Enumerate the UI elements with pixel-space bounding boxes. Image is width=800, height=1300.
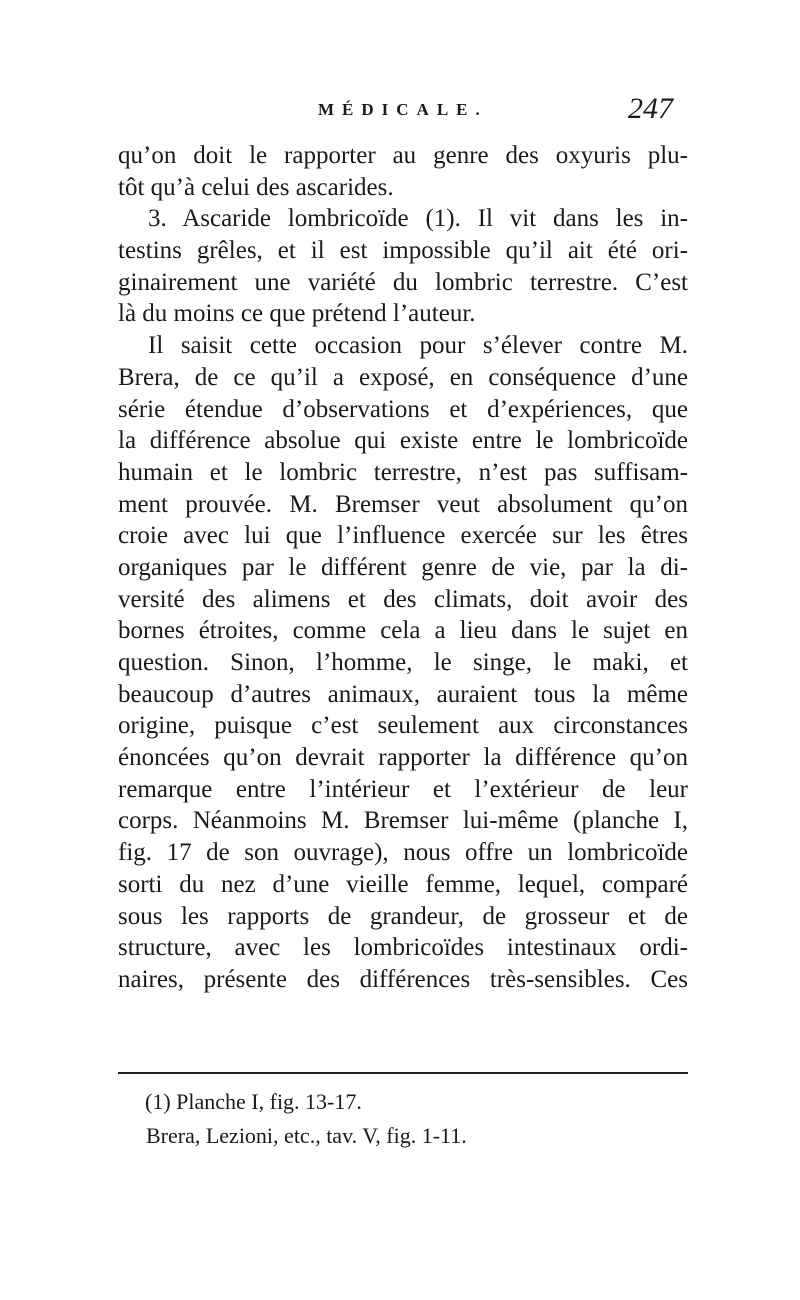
text-line: bornes étroites, comme cela a lieu dans le sujet en (118, 617, 688, 645)
text-line: remarque entre l’intérieur et l’extérieur de leur (118, 775, 688, 803)
text-line: beaucoup d’autres animaux, auraient tous la même (118, 680, 688, 708)
text-line: origine, puisque c’est seulement aux circonstances (118, 712, 688, 740)
footnotes (145, 1085, 685, 1153)
text-line: énoncées qu’on devrait rapporter la différence qu’on (118, 744, 688, 772)
text-line: ment prouvée. M. Bremser veut absolument qu’on (118, 490, 688, 518)
text-line: versité des alimens et des climats, doit avoir des (118, 585, 688, 613)
page-number: 247 (628, 92, 673, 125)
body-text (118, 140, 688, 996)
footnote-rule (118, 1072, 688, 1074)
text-line: sous les rapports de grandeur, de grosseur et de (118, 902, 688, 930)
text-line: qu’on doit le rapporter au genre des oxyuris plu- (118, 142, 688, 169)
text-line: Il saisit cette occasion pour s’élever contre M. (148, 332, 688, 360)
text-line: structure, avec les lombricoïdes intestinaux ordi- (118, 934, 688, 962)
text-line: humain et le lombric terrestre, n’est pas suffisam- (118, 458, 688, 486)
running-title: MÉDICALE. (318, 100, 488, 119)
text-line: Brera, de ce qu’il a exposé, en conséquence d’une (118, 363, 688, 391)
footnote-line: (1) Planche I, fig. 13-17. (145, 1089, 362, 1114)
text-line: tôt qu’à celui des ascarides. (118, 173, 394, 201)
text-line: la différence absolue qui existe entre le lombricoïde (118, 427, 688, 455)
text-line: sorti du nez d’une vieille femme, lequel, comparé (118, 870, 688, 898)
text-line: testins grêles, et il est impossible qu’il ait été ori- (118, 237, 688, 265)
text-line: naires, présente des différences très-sensibles. Ces (118, 965, 688, 993)
text-line: fig. 17 de son ouvrage), nous offre un lombricoïde (118, 839, 688, 867)
text-line: organiques par le différent genre de vie, par la di- (118, 553, 688, 581)
text-line: corps. Néanmoins M. Bremser lui-même (planche I, (118, 807, 688, 835)
text-line: ginairement une variété du lombric terrestre. C’est (118, 268, 688, 296)
text-line: 3. Ascaride lombricoïde (1). Il vit dans les in- (148, 205, 688, 233)
running-head (0, 92, 800, 132)
footnote-line: Brera, Lezioni, etc., tav. V, fig. 1-11. (146, 1123, 467, 1148)
text-line: là du moins ce que prétend l’auteur. (118, 300, 476, 328)
text-line: série étendue d’observations et d’expériences, que (118, 395, 688, 423)
text-line: question. Sinon, l’homme, le singe, le maki, et (118, 649, 688, 676)
text-line: croie avec lui que l’influence exercée sur les êtres (118, 522, 688, 550)
